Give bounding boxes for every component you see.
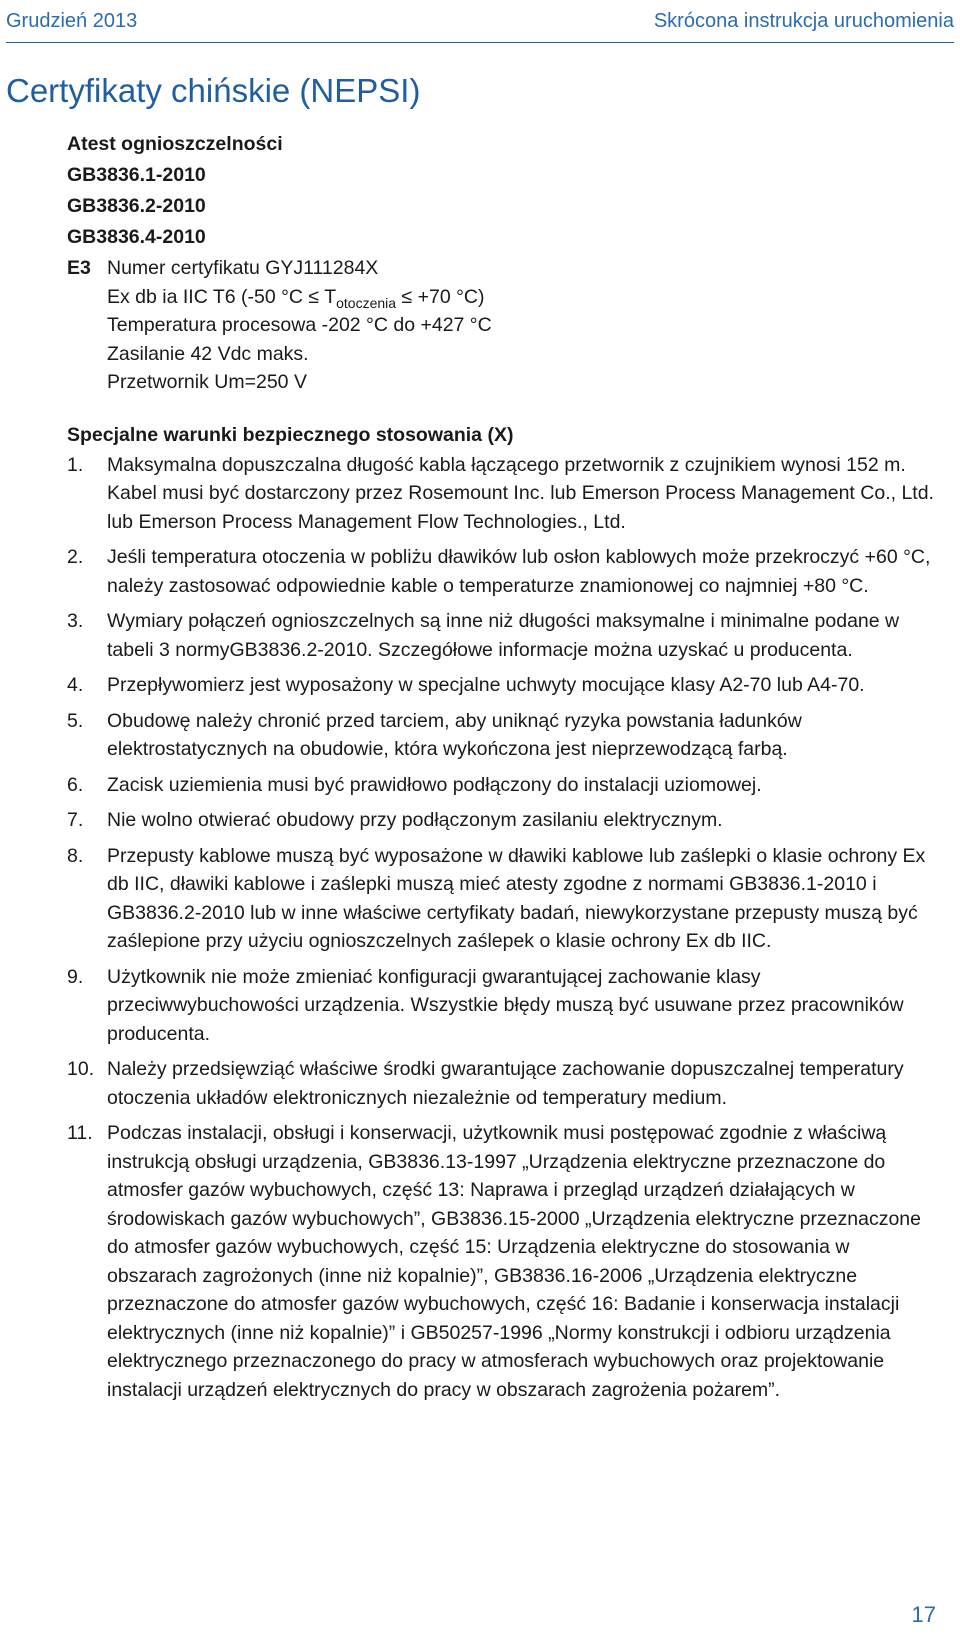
standard-item: GB3836.2-2010 <box>67 195 206 217</box>
list-item <box>67 1119 937 1404</box>
page-header <box>6 6 954 43</box>
rating-subscript: otoczenia <box>336 294 397 311</box>
certificate-details <box>107 254 492 397</box>
certificate-number: Numer certyfikatu GYJ111284X <box>107 257 379 279</box>
item-number: 9. <box>67 965 84 988</box>
list-item <box>67 543 937 600</box>
item-text: Maksymalna dopuszczalna długość kabla łączącego przetwornik z czujnikiem wynosi 152 m. Kabel musi być dostarczony przez Rosemount Inc. lub Emerson Process Management Co., Ltd. lub Emerson Process Management Flow Technologies., Ltd. <box>107 453 934 533</box>
item-number: 2. <box>67 546 84 568</box>
list-item <box>67 1055 937 1112</box>
item-number: 1. <box>67 453 84 476</box>
item-text: Obudowę należy chronić przed tarciem, aby uniknąć ryzyka powstania ładunków elektrostatycznych na obudowie, która wykończona jest nieprzewodzącą farbą. <box>107 709 802 760</box>
header-date: Grudzień 2013 <box>6 10 138 32</box>
item-text: Wymiary połączeń ognioszczelnych są inne niż długości maksymalne i minimalne podane w tabeli 3 normyGB3836.2-2010. Szczegółowe informacje można uzyskać u producenta. <box>107 610 900 661</box>
list-item <box>67 451 937 537</box>
special-conditions-heading: Specjalne warunki bezpiecznego stosowania (X) <box>67 423 514 446</box>
item-number: 8. <box>67 844 84 867</box>
item-text: Użytkownik nie może zmieniać konfiguracji gwarantującej zachowanie klasy przeciwwybuchowości urządzenia. Wszystkie błędy muszą być usuwane przez pracowników producenta. <box>107 965 904 1045</box>
list-item <box>67 671 937 700</box>
list-item <box>67 963 937 1049</box>
list-item <box>67 806 937 835</box>
item-text: Przepusty kablowe muszą być wyposażone w dławiki kablowe lub zaślepki o klasie ochrony Ex db IIC, dławiki kablowe i zaślepki muszą mieć atesty zgodne z normami GB3836.1-2010 i GB3836.2-2010 lub w inne właściwe certyfikaty badań, niewykorzystane przepusty muszą być zaślepione przy użyciu ognioszczelnych zaślepek o klasie ochrony Ex db IIC. <box>107 844 926 952</box>
page-number: 17 <box>911 1602 936 1627</box>
item-text: Nie wolno otwierać obudowy przy podłączonym zasilaniu elektrycznym. <box>107 809 723 831</box>
protection-rating <box>107 283 492 312</box>
item-number: 4. <box>67 674 84 696</box>
certificate-block <box>67 254 937 397</box>
item-number: 10. <box>67 1058 95 1080</box>
certification-code: E3 <box>67 257 91 279</box>
item-number: 11. <box>67 1122 93 1144</box>
transmitter-rating: Przetwornik Um=250 V <box>107 371 307 393</box>
item-number: 5. <box>67 709 84 732</box>
item-text: Jeśli temperatura otoczenia w pobliżu dławików lub osłon kablowych może przekroczyć +60 °C, należy zastosować odpowiednie kable o temperaturze znamionowej co najmniej +80 °C. <box>107 546 931 597</box>
item-text: Zacisk uziemienia musi być prawidłowo podłączony do instalacji uziomowej. <box>107 773 762 796</box>
list-item <box>67 607 937 664</box>
rating-suffix: ≤ +70 °C) <box>396 285 485 308</box>
header-document-title: Skrócona instrukcja uruchomienia <box>653 10 954 32</box>
special-conditions-list <box>67 451 937 1405</box>
page-content <box>67 130 937 1411</box>
item-number: 6. <box>67 773 84 796</box>
rating-prefix: Ex db ia IIC T6 (-50 °C ≤ T <box>107 285 337 308</box>
item-text: Przepływomierz jest wyposażony w specjalne uchwyty mocujące klasy A2-70 lub A4-70. <box>107 674 865 696</box>
item-text: Podczas instalacji, obsługi i konserwacji, użytkownik musi postępować zgodnie z właściwą instrukcją obsługi urządzenia, GB3836.13-1997 „Urządzenia elektryczne przeznaczone do atmosfer gazów wybuchowych, część 13: Naprawa i przegląd urządzeń działających w środowiskach gazów wybuchowych”, GB3836.15-2000 „Urządzenia elektryczne przeznaczone do atmosfer gazów wybuchowych, część 15: Urządzenia elektryczne do stosowania w obszarach zagrożonych (inne niż kopalnie)”, GB3836.16-2006 „Urządzenia elektryczne przeznaczone do atmosfer gazów wybuchowych, część 16: Badanie i konserwacja instalacji elektrycznych (inne niż kopalnie)” i GB50257-1996 „Normy konstrukcji i odbioru urządzenia elektrycznego przeznaczonego do pracy w atmosferach wybuchowych oraz projektowanie instalacji urządzeń elektrycznych do pracy w obszarach zagrożenia pożarem”. <box>107 1122 922 1401</box>
process-temperature: Temperatura procesowa -202 °C do +427 °C <box>107 314 492 336</box>
section-title: Certyfikaty chińskie (NEPSI) <box>6 72 421 109</box>
flameproof-heading: Atest ognioszczelności <box>67 133 283 155</box>
item-number: 3. <box>67 610 84 632</box>
list-item <box>67 842 937 956</box>
list-item <box>67 707 937 764</box>
item-number: 7. <box>67 809 84 831</box>
item-text: Należy przedsięwziąć właściwe środki gwarantujące zachowanie dopuszczalnej temperatury otoczenia układów elektronicznych niezależnie od temperatury medium. <box>107 1058 904 1109</box>
standard-item: GB3836.4-2010 <box>67 226 206 248</box>
list-item <box>67 771 937 800</box>
standard-item: GB3836.1-2010 <box>67 164 206 186</box>
power-supply: Zasilanie 42 Vdc maks. <box>107 342 309 365</box>
